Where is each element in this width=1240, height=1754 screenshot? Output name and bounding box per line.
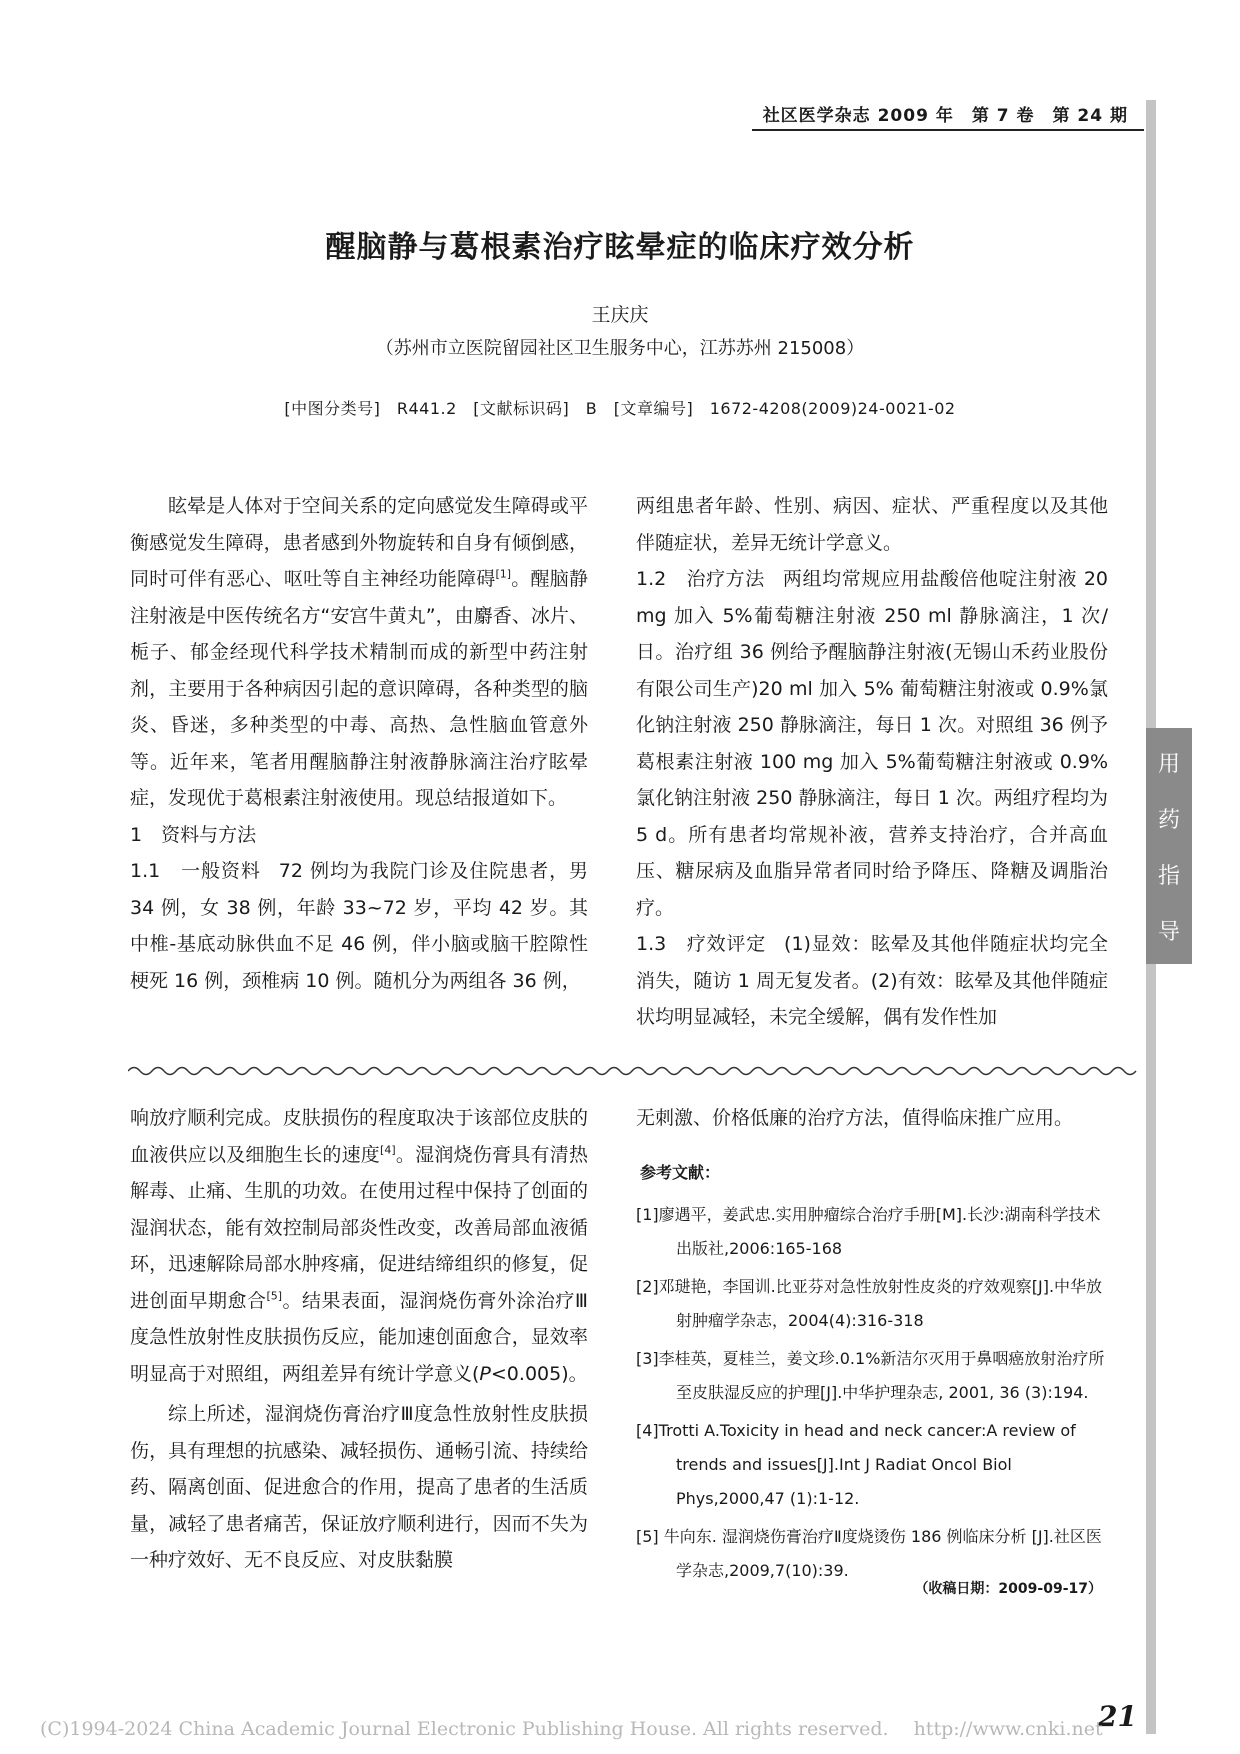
- page-number-bar: [1146, 1698, 1156, 1734]
- reference-item: [4]Trotti A.Toxicity in head and neck cancer:A review of trends and issues[J].Int J Radiat Oncol Biol Phys,2000,47 (1):1-12.: [636, 1421, 1076, 1508]
- classification-line: [中图分类号] R441.2 [文献标识码] B [文章编号] 1672-4208(2009)24-0021-02: [284, 399, 956, 418]
- side-tab-char: 药: [1157, 807, 1180, 833]
- upper-left-column: [130, 488, 588, 999]
- side-tab-char: 导: [1157, 919, 1180, 945]
- lower-text-a: 响放疗顺利完成。皮肤损伤的程度取决于该部位皮肤的血液供应以及细胞生长的速度: [130, 1107, 588, 1166]
- journal-header: 社区医学杂志 2009 年 第 7 卷 第 24 期: [762, 106, 1128, 126]
- section-1-1: [130, 853, 588, 999]
- reference-item: [2]邓琎艳，李国训.比亚芬对急性放射性皮炎的疗效观察[J].中华放射肿瘤学杂志，2004(4):316-318: [636, 1277, 1103, 1330]
- upper-right-column: [636, 488, 1108, 1036]
- lower-right-column-text: [636, 1100, 1108, 1137]
- references-list: [636, 1198, 1108, 1592]
- citation-1[interactable]: [1]: [495, 567, 512, 581]
- intro-text: 眩晕是人体对于空间关系的定向感觉发生障碍或平衡感觉发生障碍，患者感到外物旋转和自身有倾倒感，同时可伴有恶心、呕吐等自主神经功能障碍: [130, 495, 588, 590]
- copyright-footer: (C)1994-2024 China Academic Journal Electronic Publishing House. All rights reserved. http://www.cnki.net: [40, 1718, 1103, 1740]
- section-1-3-heading: 1.3 疗效评定: [636, 933, 767, 955]
- reference-item: [1]廖遇平，姜武忠.实用肿瘤综合治疗手册[M].长沙:湖南科学技术出版社,2006:165-168: [636, 1205, 1101, 1258]
- intro-paragraph: [130, 488, 588, 817]
- continued-paragraph: 两组患者年龄、性别、病因、症状、严重程度以及其他伴随症状，差异无统计学意义。: [636, 495, 1108, 554]
- section-1-2-text: 两组均常规应用盐酸倍他啶注射液 20 mg 加入 5%葡萄糖注射液 250 ml 静脉滴注，1 次/日。治疗组 36 例给予醒脑静注射液(无锡山禾药业股份有限公司生产)20 ml 加入 5% 葡萄糖注射液或 0.9%氯化钠注射液 250 静脉滴注，每日 1 次。对照组 36 例予葛根素注射液 100 mg 加入 5%葡萄糖注射液或 0.9%氯化钠注射液 250 静脉滴注，每日 1 次。两组疗程均为 5 d。所有患者均常规补液，营养支持治疗，合并高血压、糖尿病及血脂异常者同时给予降压、降糖及调脂治疗。: [636, 568, 1109, 919]
- author: 王庆庆: [591, 304, 649, 326]
- section-1-3: [636, 926, 1108, 1036]
- received-date: （收稿日期：2009-09-17）: [914, 1581, 1102, 1597]
- affiliation: （苏州市立医院留园社区卫生服务中心，江苏苏州 215008）: [375, 338, 865, 359]
- lower-text-c: 。结果表面，湿润烧伤膏外涂治疗Ⅲ度急性放射性皮肤损伤反应，能加速创面愈合，显效率明显高于对照组，两组差异有统计学意义(: [130, 1289, 588, 1385]
- side-tab-char: 指: [1157, 863, 1180, 889]
- lower-text-d: <0.005)。: [490, 1362, 588, 1385]
- reference-item: [3]李桂英，夏桂兰，姜文珍.0.1%新洁尔灭用于鼻咽癌放射治疗所至皮肤湿反应的护理[J].中华护理杂志, 2001, 36 (3):194.: [636, 1349, 1105, 1402]
- reference-item: [5] 牛向东. 湿润烧伤膏治疗Ⅱ度烧烫伤 186 例临床分析 [J].社区医学杂志,2009,7(10):39.: [636, 1527, 1102, 1580]
- p-value-symbol: P: [479, 1362, 491, 1385]
- article-title: 醒脑静与葛根素治疗眩晕症的临床疗效分析: [325, 230, 915, 265]
- lower-text-b: 。湿润烧伤膏具有清热解毒、止痛、生肌的功效。在使用过程中保持了创面的湿润状态，能有效控制局部炎性改变，改善局部血液循环，迅速解除局部水肿疼痛，促进结缔组织的修复，促进创面早期愈合: [130, 1143, 588, 1312]
- lower-paragraph-1: [130, 1100, 588, 1392]
- conclusion-continued: 无刺激、价格低廉的治疗方法，值得临床推广应用。: [636, 1107, 1074, 1129]
- citation-4[interactable]: [4]: [380, 1143, 396, 1157]
- citation-5[interactable]: [5]: [266, 1289, 283, 1303]
- article-divider: [128, 1064, 1138, 1078]
- side-section-tab: [1146, 728, 1192, 964]
- header-rule: [752, 129, 1144, 131]
- intro-text-2: 。醒脑静注射液是中医传统名方“安宫牛黄丸”，由麝香、冰片、栀子、郁金经现代科学技术精制而成的新型中药注射剂，主要用于各种病因引起的意识障碍，各种类型的脑炎、昏迷，多种类型的中毒、高热、急性脑血管意外等。近年来，笔者用醒脑静注射液静脉滴注治疗眩晕症，发现优于葛根素注射液使用。现总结报道如下。: [130, 568, 588, 809]
- lower-left-column: [130, 1100, 588, 1579]
- section-heading-1: 1 资料与方法: [130, 823, 257, 846]
- section-1-3-text: (1)显效：眩晕及其他伴随症状均完全消失，随访 1 周无复发者。(2)有效：眩晕及其他伴随症状均明显减轻，未完全缓解，偶有发作性加: [636, 933, 1109, 1028]
- section-1-2: [636, 561, 1108, 926]
- conclusion-paragraph: 综上所述，湿润烧伤膏治疗Ⅲ度急性放射性皮肤损伤，具有理想的抗感染、减轻损伤、通畅引流、持续给药、隔离创面、促进愈合的作用，提高了患者的生活质量，减轻了患者痛苦，保证放疗顺利进行，因而不失为一种疗效好、无不良反应、对皮肤黏膜: [130, 1403, 588, 1571]
- page-number: 21: [1098, 1700, 1137, 1733]
- section-1-1-text: 72 例均为我院门诊及住院患者，男 34 例，女 38 例，年龄 33~72 岁，平均 42 岁。其中椎-基底动脉供血不足 46 例，伴小脑或脑干腔隙性梗死 16 例，颈椎病 10 例。随机分为两组各 36 例，: [130, 860, 589, 992]
- references-heading: 参考文献：: [640, 1163, 721, 1182]
- section-1-1-heading: 1.1 一般资料: [130, 860, 261, 882]
- side-tab-char: 用: [1157, 751, 1180, 777]
- section-1-2-heading: 1.2 治疗方法: [636, 568, 765, 590]
